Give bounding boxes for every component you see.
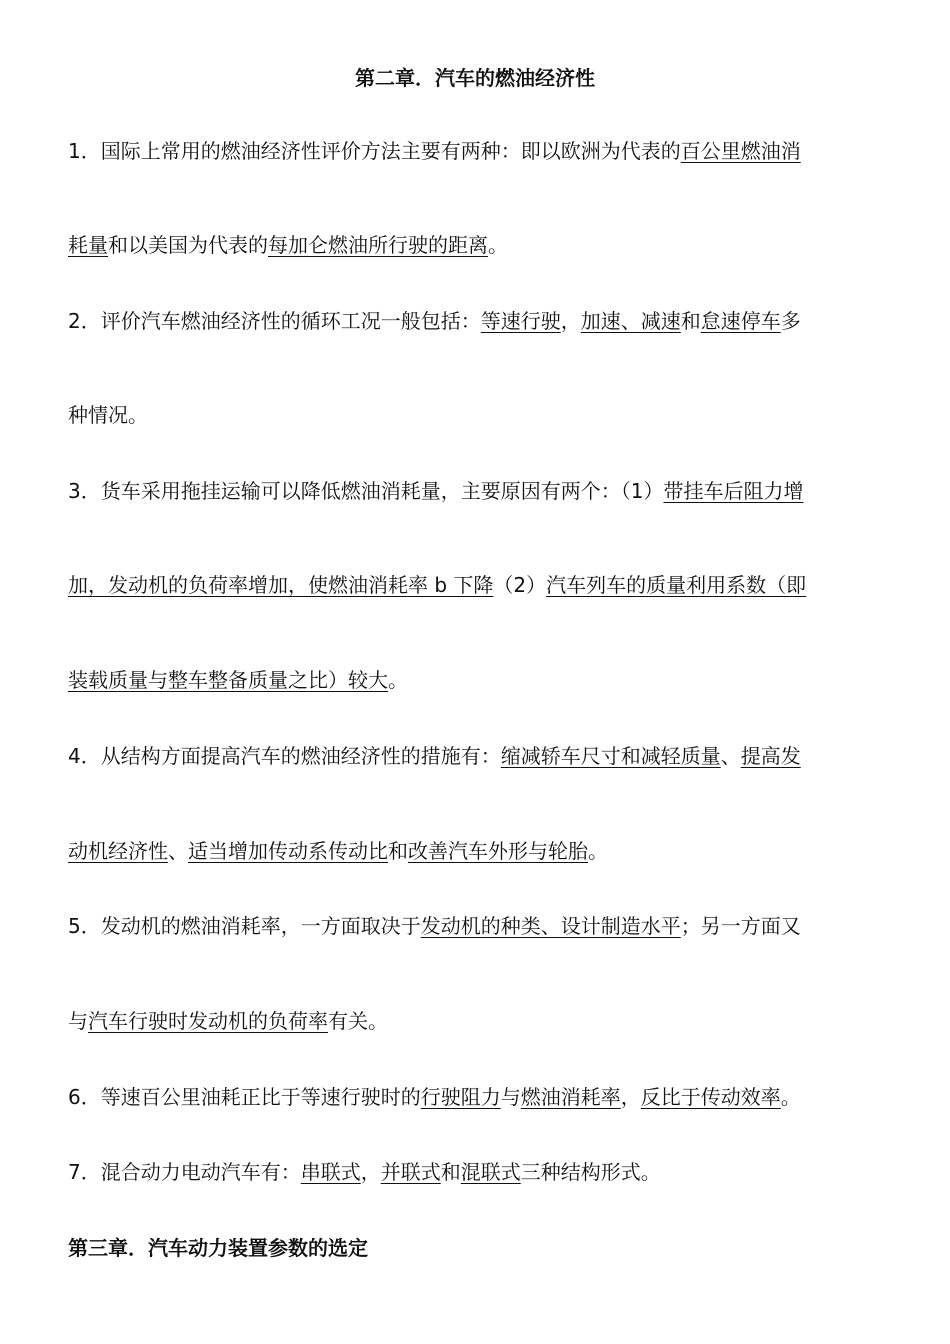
q3-line2 [68,572,806,598]
q1-answer-part1: 百公里燃油消 [680,139,801,163]
q3-text: （2） [493,573,547,597]
q3-answer2-part2: 装载质量与整车整备质量之比）较大 [68,668,388,692]
q2-answer2: 加速、减速 [580,309,681,333]
q6-text: ， [620,1085,641,1109]
q3-answer1-part1: 带挂车后阻力增 [663,479,804,503]
q3-line3 [68,667,408,693]
q2-answer1: 等速行驶 [480,309,561,333]
q2-text: 种情况。 [68,403,148,427]
q5-answer1: 发动机的种类、设计制造水平 [420,914,681,938]
q3-text: 。 [388,668,408,692]
q5-answer2: 汽车行驶时发动机的负荷率 [88,1009,328,1033]
q2-text: 多 [780,309,801,333]
q7-answer1: 串联式 [300,1160,361,1184]
q2-answer3: 怠速停车 [700,309,781,333]
q3-text: 3．货车采用拖挂运输可以降低燃油消耗量，主要原因有两个：（1） [68,479,664,503]
q7-text: ， [360,1160,381,1184]
q5-text: ；另一方面又 [680,914,801,938]
q5-text: 5．发动机的燃油消耗率，一方面取决于 [68,914,421,938]
q2-line1 [68,308,801,334]
q3-line1 [68,478,803,504]
q6-text: 与 [500,1085,521,1109]
q2-text: 2．评价汽车燃油经济性的循环工况一般包括： [68,309,481,333]
q5-line1 [68,913,801,939]
q1-text: 和以美国为代表的 [108,233,268,257]
q4-answer4: 改善汽车外形与轮胎 [408,839,588,863]
q3-answer2-part1: 汽车列车的质量利用系数（即 [546,573,807,597]
chapter2-title: 第二章．汽车的燃油经济性 [355,66,595,90]
q7-text: 三种结构形式。 [520,1160,661,1184]
q4-text: 、 [720,744,741,768]
q1-line1 [68,138,801,164]
q4-answer1: 缩减轿车尺寸和减轻质量 [500,744,721,768]
q7-text: 7．混合动力电动汽车有： [68,1160,301,1184]
q7-text: 和 [440,1160,461,1184]
q4-text: 。 [588,839,608,863]
q6-text: 6．等速百公里油耗正比于等速行驶时的 [68,1085,421,1109]
q2-text: 和 [680,309,701,333]
q4-line1 [68,743,801,769]
q4-text: 、 [168,839,188,863]
q6-answer1: 行驶阻力 [420,1085,501,1109]
q4-answer2-part1: 提高发 [740,744,801,768]
q1-text: 1．国际上常用的燃油经济性评价方法主要有两种：即以欧洲为代表的 [68,139,681,163]
q4-answer2-part2: 动机经济性 [68,839,168,863]
q5-text: 与 [68,1009,88,1033]
q4-text: 和 [388,839,408,863]
q2-text: ， [560,309,581,333]
q1-line2 [68,232,508,258]
q6-line [68,1084,801,1110]
q5-line2 [68,1008,388,1034]
q2-line2 [68,402,148,428]
q1-answer-part2: 耗量 [68,233,108,257]
q6-answer3: 反比于传动效率 [640,1085,781,1109]
q1-answer2: 每加仑燃油所行驶的距离 [268,233,488,257]
q4-text: 4．从结构方面提高汽车的燃油经济性的措施有： [68,744,501,768]
q1-text: 。 [488,233,508,257]
q6-text: 。 [780,1085,801,1109]
q6-answer2: 燃油消耗率 [520,1085,621,1109]
q4-answer3: 适当增加传动系传动比 [188,839,388,863]
chapter3-title: 第三章．汽车动力装置参数的选定 [68,1236,368,1260]
q4-line2 [68,838,608,864]
q7-answer3: 混联式 [460,1160,521,1184]
q3-answer1-part2: 加，发动机的负荷率增加，使燃油消耗率 b 下降 [68,573,494,597]
q7-line [68,1159,661,1185]
q7-answer2: 并联式 [380,1160,441,1184]
q5-text: 有关。 [328,1009,388,1033]
